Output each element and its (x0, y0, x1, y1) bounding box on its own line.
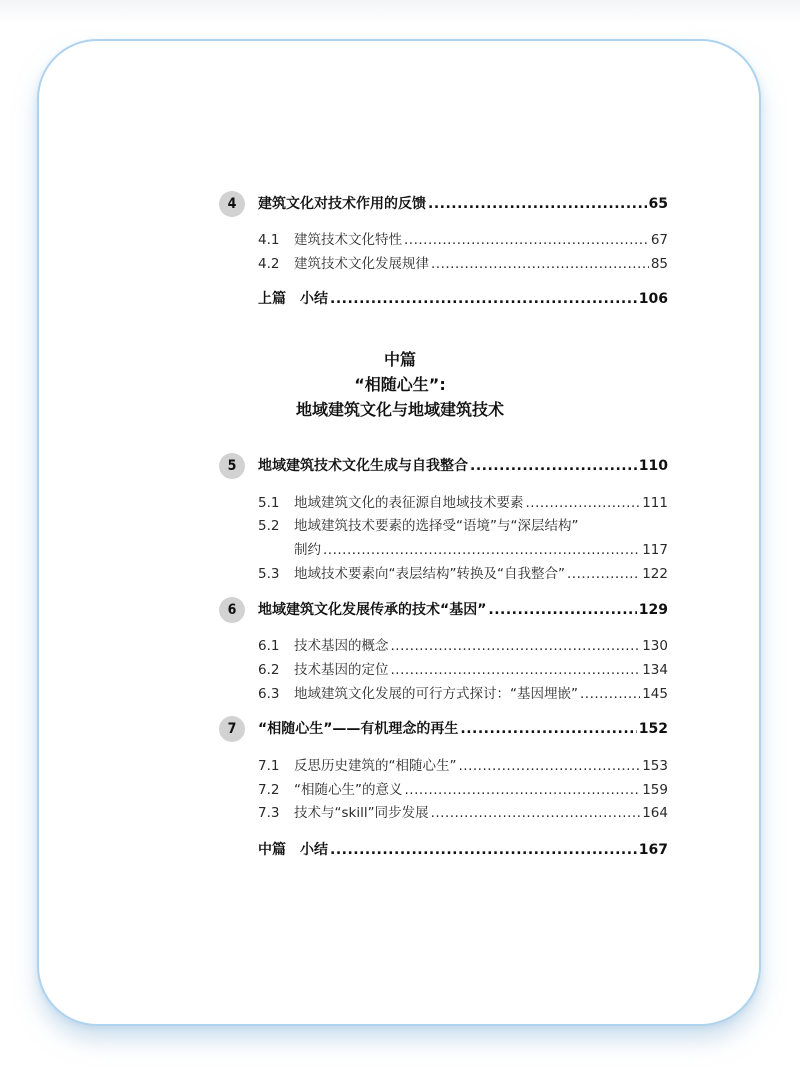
section-title: 地域建筑文化发展的可行方式探讨：“基因埋嵌” (294, 686, 578, 702)
section-6-2-entry[interactable] (258, 660, 668, 680)
section-title: 建筑技术文化特性 (294, 232, 402, 248)
chapter-title: “相随心生”——有机理念的再生 (258, 721, 459, 737)
leader-dots (330, 840, 637, 860)
section-6-3-entry[interactable] (258, 684, 668, 704)
chapter-6-entry[interactable] (258, 600, 668, 620)
leader-dots (470, 456, 637, 476)
section-title: 反思历史建筑的“相随心生” (294, 758, 457, 774)
page-number: 134 (642, 662, 668, 678)
page-number: 152 (638, 721, 668, 737)
page-number: 65 (648, 196, 668, 212)
leader-dots (323, 540, 640, 560)
section-title: 技术基因的定位 (294, 662, 389, 678)
section-number: 5.3 (258, 566, 280, 582)
page-number: 67 (650, 232, 668, 248)
section-title: 建筑技术文化发展规律 (294, 256, 429, 272)
section-title: 地域建筑文化的表征源自地域技术要素 (294, 495, 524, 511)
page-number: 130 (642, 638, 668, 654)
section-5-1-entry[interactable] (258, 493, 668, 513)
leader-dots (580, 684, 640, 704)
section-number: 7.2 (258, 782, 280, 798)
summary-title: 上篇 小结 (258, 291, 328, 307)
leader-dots (488, 600, 636, 620)
page-number: 110 (638, 458, 668, 474)
chapter-4-badge: 4 (219, 191, 245, 217)
section-number: 6.2 (258, 662, 280, 678)
page-number: 159 (642, 782, 668, 798)
section-5-2-entry[interactable] (258, 516, 668, 536)
part-label: 中篇 (383, 350, 416, 369)
leader-dots (428, 194, 647, 214)
leader-dots (431, 803, 641, 823)
section-title: 地域技术要素向“表层结构”转换及“自我整合” (294, 566, 565, 582)
summary-middle-entry[interactable] (258, 840, 668, 860)
summary-title: 中篇 小结 (258, 842, 328, 858)
chapter-title: 地域建筑技术文化生成与自我整合 (258, 458, 468, 474)
chapter-4-entry[interactable] (258, 194, 668, 214)
leader-dots (526, 493, 641, 513)
section-number: 7.1 (258, 758, 280, 774)
page-number: 85 (650, 256, 668, 272)
section-5-2-continuation[interactable] (294, 540, 668, 560)
section-number: 5.1 (258, 495, 280, 511)
section-number: 5.2 (258, 518, 280, 534)
chapter-7-badge: 7 (219, 716, 245, 742)
leader-dots (567, 564, 640, 584)
page-number: 153 (642, 758, 668, 774)
chapter-7-entry[interactable] (258, 719, 668, 739)
leader-dots (391, 660, 641, 680)
section-6-1-entry[interactable] (258, 636, 668, 656)
page-number: 117 (642, 542, 668, 558)
section-5-3-entry[interactable] (258, 564, 668, 584)
page-number: 167 (638, 842, 668, 858)
section-number: 6.3 (258, 686, 280, 702)
part-subtitle: 地域建筑文化与地域建筑技术 (295, 400, 504, 419)
page-number: 111 (642, 495, 668, 511)
section-title-continuation: 制约 (294, 542, 321, 558)
section-number: 7.3 (258, 805, 280, 821)
leader-dots (404, 230, 649, 250)
chapter-6-badge: 6 (219, 597, 245, 623)
section-7-1-entry[interactable] (258, 756, 668, 776)
section-number: 4.1 (258, 232, 280, 248)
chapter-5-entry[interactable] (258, 456, 668, 476)
page-number: 122 (642, 566, 668, 582)
page-number: 164 (642, 805, 668, 821)
leader-dots (391, 636, 641, 656)
leader-dots (431, 254, 649, 274)
leader-dots (459, 756, 641, 776)
page-number: 129 (638, 602, 668, 618)
chapter-title: 地域建筑文化发展传承的技术“基因” (258, 602, 487, 618)
section-7-2-entry[interactable] (258, 780, 668, 800)
page-number: 106 (638, 291, 668, 307)
part-title: “相随心生”: (354, 375, 446, 394)
page-number: 145 (642, 686, 668, 702)
section-title: “相随心生”的意义 (294, 782, 403, 798)
leader-dots (330, 289, 637, 309)
section-title: 技术与“skill”同步发展 (294, 805, 429, 821)
summary-upper-entry[interactable] (258, 289, 668, 309)
chapter-title: 建筑文化对技术作用的反馈 (258, 196, 426, 212)
section-number: 6.1 (258, 638, 280, 654)
leader-dots (405, 780, 641, 800)
section-number: 4.2 (258, 256, 280, 272)
section-title: 技术基因的概念 (294, 638, 389, 654)
section-7-3-entry[interactable] (258, 803, 668, 823)
leader-dots (460, 719, 636, 739)
section-4-1-entry[interactable] (258, 230, 668, 250)
section-4-2-entry[interactable] (258, 254, 668, 274)
chapter-5-badge: 5 (219, 453, 245, 479)
section-title: 地域建筑技术要素的选择受“语境”与“深层结构” (294, 518, 579, 534)
